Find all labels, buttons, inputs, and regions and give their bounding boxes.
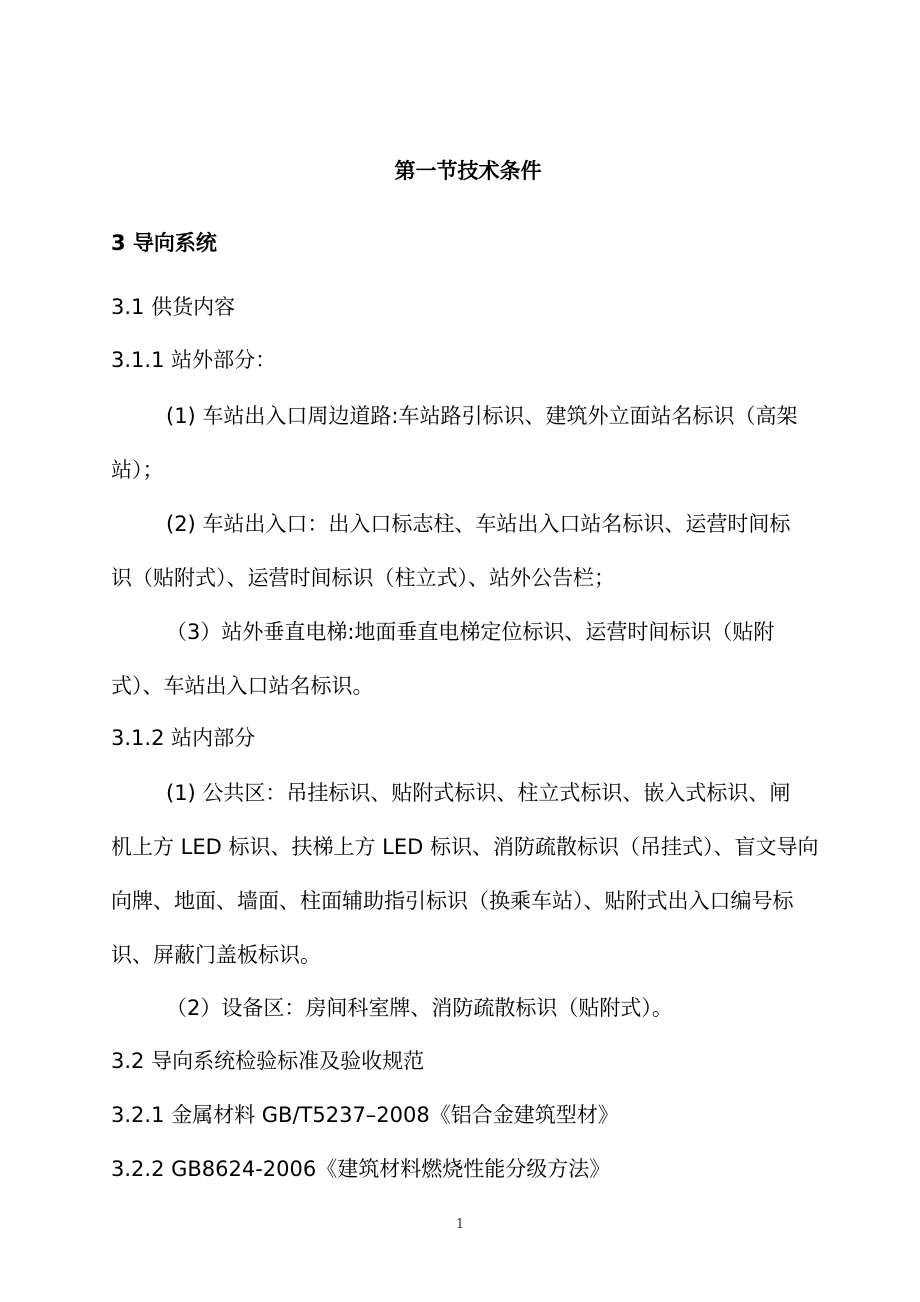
paragraph-line: 机上方 LED 标识、扶梯上方 LED 标识、消防疏散标识（吊挂式）、盲文导向 <box>111 835 819 859</box>
paragraph-line: 识（贴附式）、运营时间标识（柱立式）、站外公告栏； <box>111 566 615 590</box>
subsection-heading-3-2: 3.2 导向系统检验标准及验收规范 <box>111 1049 425 1073</box>
paragraph-line: 向牌、地面、墙面、柱面辅助指引标识（换乘车站）、贴附式出入口编号标 <box>111 889 794 913</box>
subsection-heading-3-1-1: 3.1.1 站外部分： <box>111 348 277 372</box>
paragraph-line: (2) 车站出入口：出入口标志柱、车站出入口站名标识、运营时间标 <box>166 512 791 536</box>
page-number: 1 <box>455 1217 465 1232</box>
paragraph-line: 站）； <box>111 458 164 482</box>
paragraph-line: 式）、车站出入口站名标识。 <box>111 674 374 698</box>
subsection-heading-3-2-1: 3.2.1 金属材料 GB/T5237–2008《铝合金建筑型材》 <box>111 1103 619 1127</box>
paragraph-line: (1) 公共区：吊挂标识、贴附式标识、柱立式标识、嵌入式标识、闸 <box>166 781 791 805</box>
page-title: 第一节技术条件 <box>394 159 542 183</box>
subsection-heading-3-1: 3.1 供货内容 <box>111 295 236 319</box>
section-heading: 3 导向系统 <box>111 231 217 255</box>
subsection-heading-3-2-2: 3.2.2 GB8624-2006《建筑材料燃烧性能分级方法》 <box>111 1157 611 1181</box>
paragraph-line: (1) 车站出入口周边道路:车站路引标识、建筑外立面站名标识（高架 <box>166 404 798 428</box>
paragraph-line: （3）站外垂直电梯:地面垂直电梯定位标识、运营时间标识（贴附 <box>166 620 775 644</box>
paragraph-line: （2）设备区：房间科室牌、消防疏散标识（贴附式）。 <box>166 996 673 1020</box>
paragraph-line: 识、屏蔽门盖板标识。 <box>111 943 321 967</box>
subsection-heading-3-1-2: 3.1.2 站内部分 <box>111 726 256 750</box>
